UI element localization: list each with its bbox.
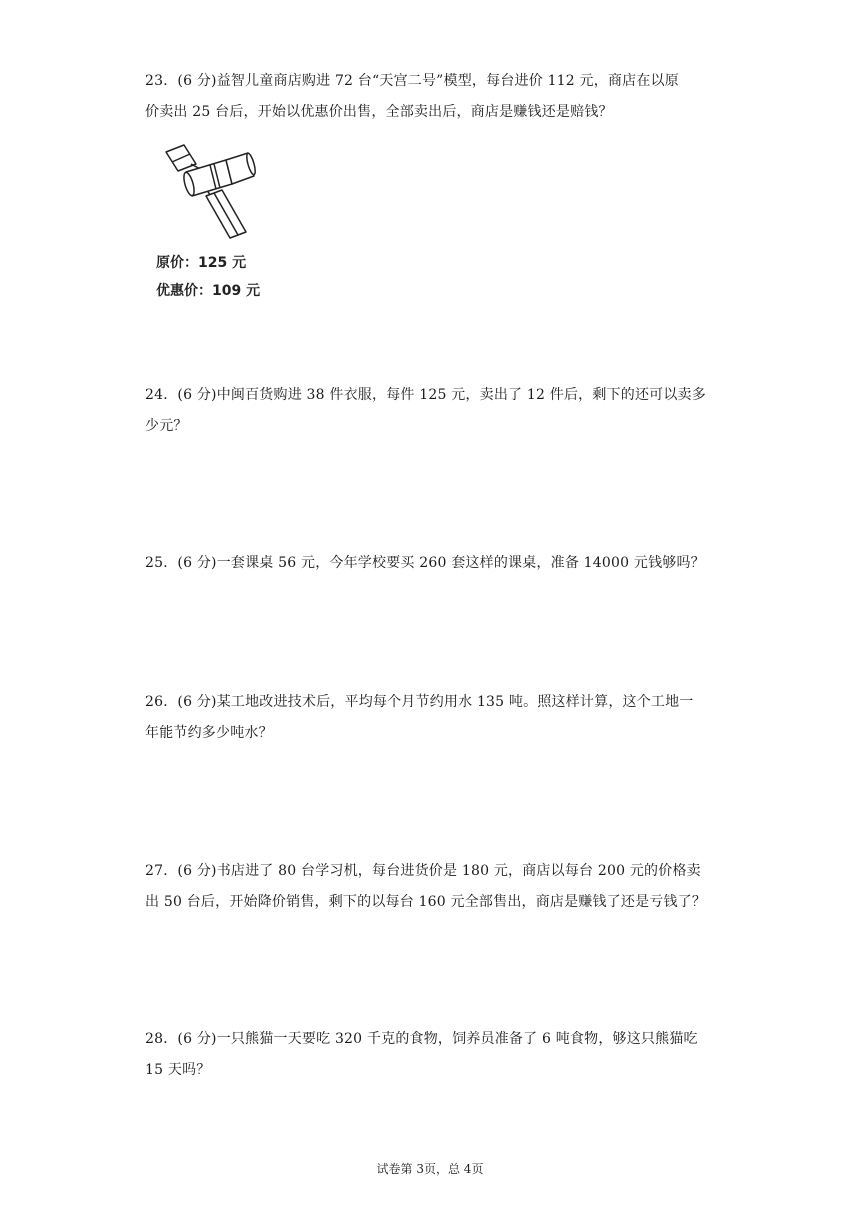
question-23-line-1: 23．(6 分)益智儿童商店购进 72 台“天宫二号”模型，每台进价 112 元，商店在以原 — [145, 73, 679, 89]
space-station-figure — [150, 142, 280, 304]
question-26-line-1: 26．(6 分)某工地改进技术后，平均每个月节约用水 135 吨。照这样计算，这个工地一 — [145, 694, 694, 710]
question-25-line-1: 25．(6 分)一套课桌 56 元，今年学校要买 260 套这样的课桌，准备 14000 元钱够吗？ — [145, 555, 705, 571]
page-footer: 试卷第 3页，总 4页 — [376, 1162, 484, 1176]
question-27-line-1: 27．(6 分)书店进了 80 台学习机，每台进货价是 180 元，商店以每台 200 元的价格卖 — [145, 863, 701, 879]
question-27 — [145, 856, 723, 918]
question-24-line-2: 少元？ — [145, 418, 188, 434]
original-price-label: 原价：125 元 — [156, 255, 247, 271]
space-station-icon — [156, 142, 276, 242]
question-28-line-1: 28．(6 分)一只熊猫一天要吃 320 千克的食物，饲养员准备了 6 吨食物，够这只熊猫吃 — [145, 1031, 698, 1047]
discount-price-label: 优惠价：109 元 — [156, 283, 261, 299]
question-24 — [145, 380, 723, 442]
question-28-line-2: 15 天吗？ — [145, 1062, 211, 1078]
question-26 — [145, 687, 723, 749]
question-28 — [145, 1024, 723, 1086]
question-26-line-2: 年能节约多少吨水？ — [145, 725, 273, 741]
question-24-line-1: 24．(6 分)中闽百货购进 38 件衣服，每件 125 元，卖出了 12 件后，剩下的还可以卖多 — [145, 387, 706, 403]
question-27-line-2: 出 50 台后，开始降价销售，剩下的以每台 160 元全部售出，商店是赚钱了还是亏钱了？ — [145, 894, 707, 910]
question-23-line-2: 价卖出 25 台后，开始以优惠价出售，全部卖出后，商店是赚钱还是赔钱？ — [145, 104, 613, 120]
question-25 — [145, 548, 723, 579]
question-23 — [145, 66, 723, 128]
